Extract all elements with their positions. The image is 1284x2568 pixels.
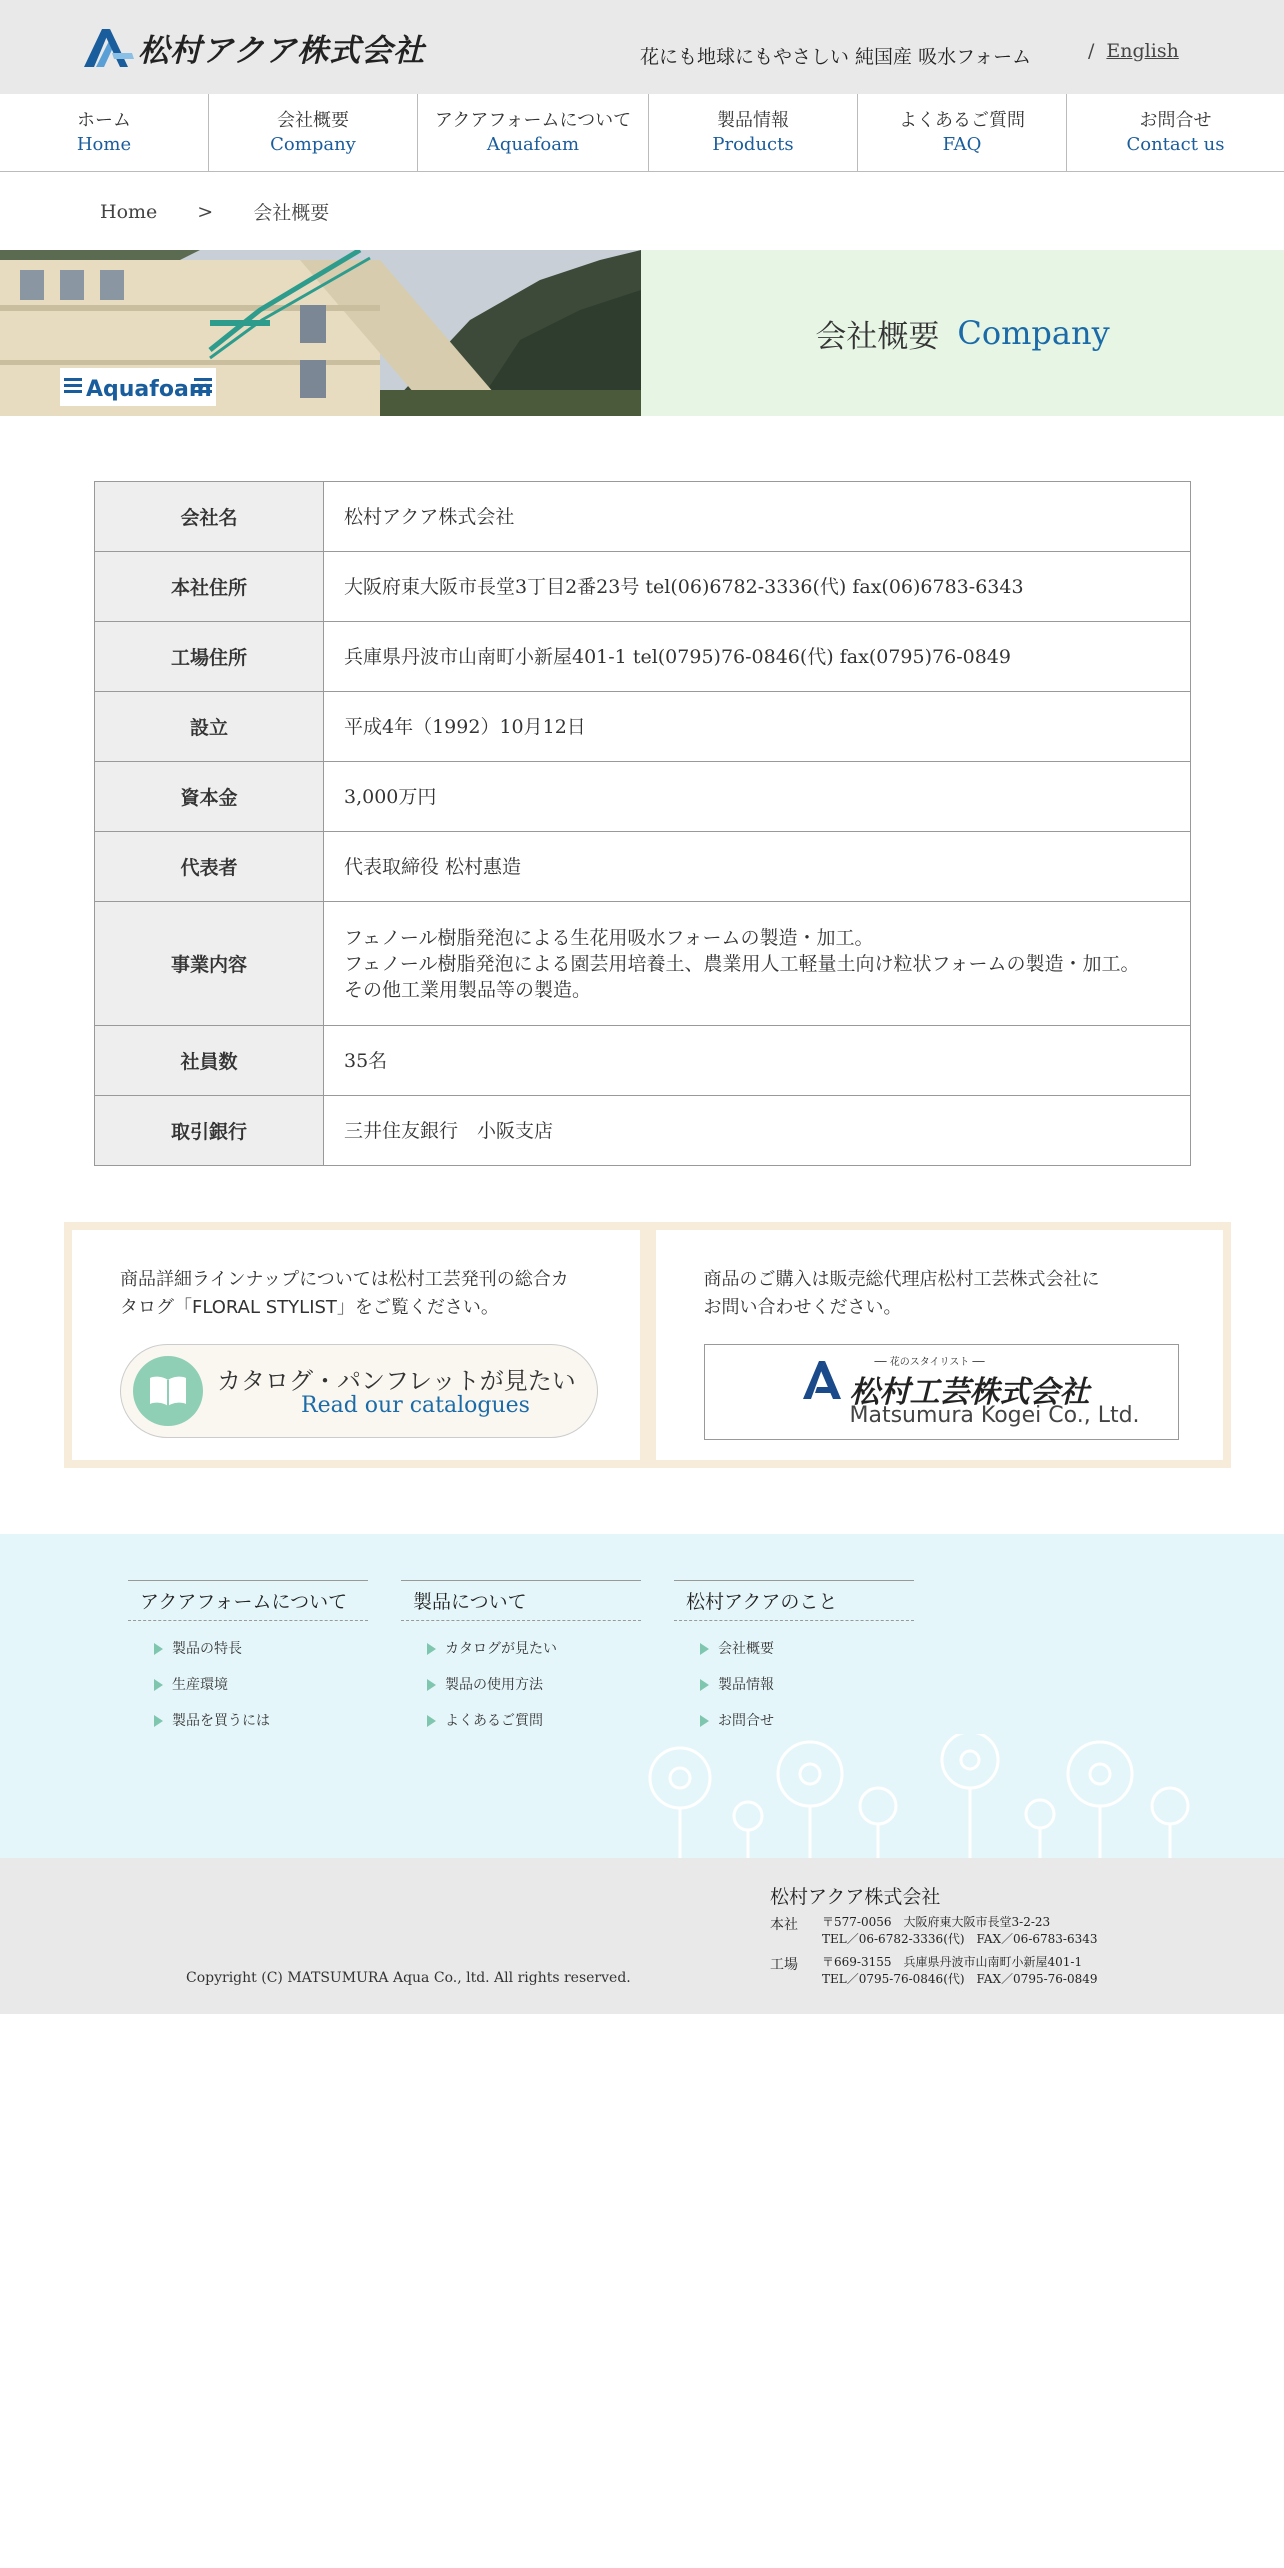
nav-contact[interactable] (1067, 94, 1284, 172)
site-footer (0, 1858, 1284, 2014)
language-separator: / (1088, 40, 1095, 62)
row-label: 社員数 (95, 1026, 324, 1096)
nav-label-jp: 製品情報 (717, 110, 789, 131)
nav-products[interactable] (649, 94, 858, 172)
company-info-table (94, 481, 1191, 1166)
footer-link[interactable]: 会社概要 (674, 1631, 914, 1667)
language-switch (1088, 40, 1179, 62)
nav-label-en: Aquafoam (486, 134, 580, 155)
business-line: フェノール樹脂発泡による園芸用培養土、農業用人工軽量土向け粒状フォームの製造・加工。 (344, 952, 1140, 975)
footer-col-company (674, 1580, 914, 1739)
table-row (95, 832, 1191, 902)
row-value (324, 902, 1191, 1026)
row-label: 工場住所 (95, 622, 324, 692)
row-label: 設立 (95, 692, 324, 762)
nav-company[interactable] (209, 94, 418, 172)
info-boxes (64, 1222, 1231, 1468)
hq-label: 本社 (770, 1917, 798, 1933)
breadcrumb-current: 会社概要 (253, 202, 330, 224)
row-value: 大阪府東大阪市長堂3丁目2番23号 tel(06)6782-3336(代) fax(06)6783-6343 (324, 552, 1191, 622)
address-line: 〒669-3155 兵庫県丹波市山南町小新屋401-1 (822, 1955, 1083, 1969)
matsumura-kogei-banner[interactable] (704, 1344, 1179, 1440)
business-line: フェノール樹脂発泡による生花用吸水フォームの製造・加工。 (344, 926, 874, 949)
purchase-box (656, 1222, 1232, 1468)
kogei-name-en: Matsumura Kogei Co., Ltd. (849, 1403, 1140, 1428)
row-label: 事業内容 (95, 902, 324, 1026)
factory-label: 工場 (770, 1957, 798, 1973)
row-label: 会社名 (95, 482, 324, 552)
hero-factory-photo (0, 250, 641, 416)
address-line: 〒577-0056 大阪府東大阪市長堂3-2-23 (822, 1915, 1051, 1929)
nav-faq[interactable] (858, 94, 1067, 172)
row-value: 平成4年（1992）10月12日 (324, 692, 1191, 762)
book-icon (133, 1356, 203, 1426)
table-row (95, 622, 1191, 692)
footer-link[interactable]: 製品の特長 (128, 1631, 368, 1667)
site-logo[interactable] (82, 24, 425, 70)
english-link[interactable]: English (1106, 40, 1179, 62)
row-label: 本社住所 (95, 552, 324, 622)
factory-photo-illustration (0, 250, 641, 416)
row-label: 代表者 (95, 832, 324, 902)
nav-label-jp: よくあるご質問 (899, 110, 1025, 131)
footer-link[interactable]: 製品情報 (674, 1667, 914, 1703)
catalog-button[interactable] (120, 1344, 598, 1438)
footer-col-heading: 松村アクアのこと (674, 1580, 914, 1621)
page-title-en: Company (957, 314, 1110, 352)
footer-company-name: 松村アクア株式会社 (770, 1886, 941, 1908)
nav-label-en: Products (712, 134, 794, 155)
footer-link[interactable]: 製品を買うには (128, 1703, 368, 1739)
box-divider (648, 1222, 656, 1468)
row-label: 資本金 (95, 762, 324, 832)
footer-link[interactable]: 生産環境 (128, 1667, 368, 1703)
footer-col-aquafoam (128, 1580, 368, 1739)
nav-label-en: Home (76, 134, 132, 155)
site-header (0, 0, 1284, 94)
footer-link[interactable]: カタログが見たい (401, 1631, 641, 1667)
table-row (95, 692, 1191, 762)
row-value: 3,000万円 (324, 762, 1191, 832)
nav-label-en: Company (270, 134, 356, 155)
copyright: Copyright (C) MATSUMURA Aqua Co., ltd. All rights reserved. (186, 1970, 631, 1986)
nav-label-en: Contact us (1126, 134, 1225, 155)
catalog-button-label-jp: カタログ・パンフレットが見たい (217, 1367, 576, 1395)
nav-label-jp: お問合せ (1139, 110, 1212, 131)
flower-decoration-icon (640, 1734, 1200, 1858)
logo-text: 松村アクア株式会社 (138, 32, 426, 69)
factory-address (822, 1954, 1098, 1988)
row-value: 松村アクア株式会社 (324, 482, 1191, 552)
kogei-logo-icon (801, 1359, 843, 1401)
kogei-subtitle: ── 花のスタイリスト ── (874, 1357, 985, 1368)
row-label: 取引銀行 (95, 1096, 324, 1166)
nav-label-en: FAQ (942, 134, 982, 155)
purchase-text: 商品のご購入は販売総代理店松村工芸株式会社に お問い合わせください。 (703, 1269, 1100, 1318)
nav-home[interactable] (0, 94, 209, 172)
table-row (95, 762, 1191, 832)
hq-address (822, 1914, 1098, 1948)
breadcrumb-separator: > (197, 200, 214, 223)
catalog-button-label-en: Read our catalogues (301, 1393, 530, 1418)
table-row (95, 552, 1191, 622)
business-line: その他工業用製品等の製造。 (344, 978, 592, 1001)
table-row (95, 482, 1191, 552)
nav-label-jp: アクアフォームについて (434, 110, 632, 131)
address-line: TEL／0795-76-0846(代) FAX／0795-76-0849 (822, 1972, 1098, 1986)
footer-links (0, 1534, 1284, 1858)
table-row (95, 902, 1191, 1026)
page-title-jp: 会社概要 (815, 318, 940, 355)
factory-sign-text: Aquafoam (86, 377, 212, 402)
footer-col-heading: 製品について (401, 1580, 641, 1621)
table-row (95, 1026, 1191, 1096)
row-value: 兵庫県丹波市山南町小新屋401-1 tel(0795)76-0846(代) fax(0795)76-0849 (324, 622, 1191, 692)
address-line: TEL／06-6782-3336(代) FAX／06-6783-6343 (822, 1932, 1098, 1946)
footer-link[interactable]: よくあるご質問 (401, 1703, 641, 1739)
footer-col-products (401, 1580, 641, 1739)
row-value: 三井住友銀行 小阪支店 (324, 1096, 1191, 1166)
table-row (95, 1096, 1191, 1166)
breadcrumb (100, 198, 329, 225)
site-tagline: 花にも地球にもやさしい 純国産 吸水フォーム (640, 46, 1032, 68)
catalog-text: 商品詳細ラインナップについては松村工芸発刊の総合カ タログ「FLORAL STYLIST」をご覧ください。 (120, 1269, 569, 1318)
logo-mark-icon (82, 25, 136, 69)
row-value: 35名 (324, 1026, 1191, 1096)
footer-link[interactable]: 製品の使用方法 (401, 1667, 641, 1703)
row-value: 代表取締役 松村惠造 (324, 832, 1191, 902)
breadcrumb-home[interactable]: Home (100, 200, 158, 223)
footer-link[interactable]: お問合せ (674, 1703, 914, 1739)
hero-title-banner (641, 250, 1284, 416)
footer-col-heading: アクアフォームについて (128, 1580, 368, 1621)
nav-label-jp: ホーム (77, 110, 131, 131)
catalog-box (64, 1222, 648, 1468)
kogei-name: 松村工芸株式会社 (849, 1375, 1090, 1410)
main-nav (0, 94, 1284, 172)
nav-label-jp: 会社概要 (277, 110, 349, 131)
nav-aquafoam[interactable] (418, 94, 649, 172)
